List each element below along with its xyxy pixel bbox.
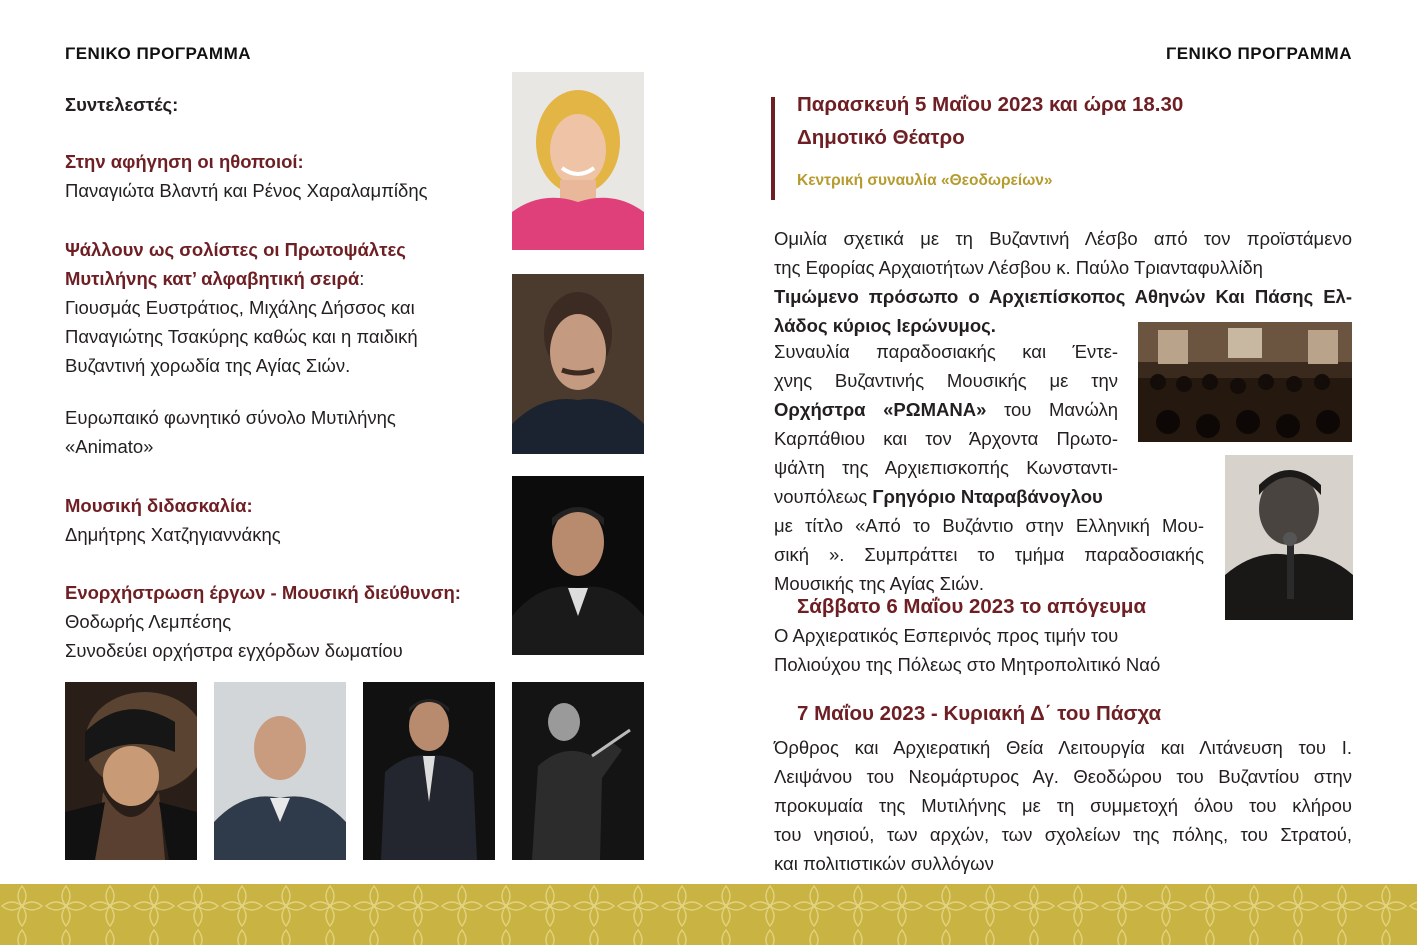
footer-ornament-pattern (0, 884, 1417, 945)
cantor-1-photo (65, 682, 197, 860)
music-teacher-portrait-photo (512, 476, 644, 655)
honoree-line-1: Τιμώμενο πρόσωπο ο Αρχιεπίσκοπος Αθηνών Και Πάσης Ελ- (774, 286, 1352, 307)
concert-line-8: σική ». Συμπράττει το τμήμα παραδοσιακής (774, 544, 1204, 565)
concert-line-3 (774, 395, 1118, 424)
event1-subtitle: Κεντρική συναυλία «Θεοδωρείων» (797, 172, 1053, 189)
right-page-header: ΓΕΝΙΚΟ ΠΡΟΓΡΑΜΜΑ (1165, 44, 1352, 63)
concert-line-7: με τίτλο «Από το Βυζάντιο στην Ελληνική Μου- (774, 515, 1204, 536)
concert-paragraph-tail (774, 511, 1204, 598)
event2-line-1: Ο Αρχιερατικός Εσπερινός προς τιμήν του (774, 625, 1119, 646)
ensemble-line-1: Ευρωπαικό φωνητικό σύνολο Μυτιλήνης (65, 407, 396, 428)
speech-line-2: της Εφορίας Αρχαιοτήτων Λέσβου κ. Παύλο Τριανταφυλλίδη (774, 257, 1263, 278)
cantor-3-photo (363, 682, 495, 860)
actor-portrait-photo (512, 274, 644, 454)
concert-line-1: Συναυλία παραδοσιακής και Έντε- (774, 341, 1118, 362)
narration-label: Στην αφήγηση οι ηθοποιοί: (65, 151, 304, 172)
event-accent-bar (771, 97, 775, 200)
narration-names: Παναγιώτα Βλαντή και Ρένος Χαραλαμπίδης (65, 180, 428, 201)
left-page-header: ΓΕΝΙΚΟ ΠΡΟΓΡΑΜΜΑ (65, 44, 252, 63)
concert-line-3-rest: του Μανώλη (986, 399, 1118, 420)
concert-line-9: Μουσικής της Αγίας Σιών. (774, 573, 985, 594)
event3-line-2: Λειψάνου του Νεομάρτυρος Αγ. Θεοδώρου του Βυζαντίου στην (774, 766, 1352, 787)
concert-line-4: Καρπάθιου και τον Άρχοντα Πρωτο- (774, 428, 1118, 449)
soloists-label-colon: : (359, 268, 365, 289)
soloists-line-2: Παναγιώτης Τσακύρης καθώς και η παιδική (65, 326, 418, 347)
event1-venue: Δημοτικό Θέατρο (797, 126, 965, 149)
soloists-label-text: Μυτιλήνης κατ’ αλφαβητική σειρά (65, 268, 360, 289)
event2-line-2: Πολιούχου της Πόλεως στο Μητροπολιτικό Ναό (774, 654, 1161, 675)
orchestra-name: Ορχήστρα «ΡΩΜΑΝΑ» (774, 399, 987, 420)
event3-line-1: Όρθρος και Αρχιερατική Θεία Λειτουργία και Λιτάνευση του Ι. (774, 737, 1352, 758)
concert-line-2: χνης Βυζαντινής Μουσικής με την (774, 370, 1118, 391)
event3-line-3: προκυμαία της Μυτιλήνης με τη συμμετοχή όλου του κλήρου (774, 795, 1352, 816)
orchestration-note: Συνοδεύει ορχήστρα εγχόρδων δωματίου (65, 640, 403, 661)
event2-date: Σάββατο 6 Μαΐου 2023 το απόγευμα (797, 595, 1147, 618)
conductor-photo (512, 682, 644, 860)
music-teaching-name: Δημήτρης Χατζηγιαννάκης (65, 524, 281, 545)
soloists-line-1: Γιουσμάς Ευστράτιος, Μιχάλης Δήσσος και (65, 297, 415, 318)
speech-line-1: Ομιλία σχετικά με τη Βυζαντινή Λέσβο από τον προϊστάμενο (774, 228, 1352, 249)
concert-paragraph (774, 337, 1118, 482)
event3-paragraph (774, 733, 1352, 878)
concert-line-6-pre: νουπόλεως (774, 486, 873, 507)
singer-performance-photo (1225, 455, 1353, 620)
orchestra-concert-photo (1138, 322, 1352, 442)
actress-portrait-photo (512, 72, 644, 250)
event3-line-4: του νησιού, των αρχών, των σχολείων της πόλης, του Στρατού, (774, 824, 1352, 845)
honoree-line-2: λάδος κύριος Ιερώνυμος. (774, 315, 996, 336)
cantor-2-photo (214, 682, 346, 860)
orchestration-name: Θοδωρής Λεμπέσης (65, 611, 232, 632)
soloists-label-line-2 (65, 264, 364, 293)
orchestration-label: Ενορχήστρωση έργων - Μουσική διεύθυνση: (65, 582, 461, 603)
music-teaching-label: Μουσική διδασκαλία: (65, 495, 253, 516)
event1-date: Παρασκευή 5 Μαΐου 2023 και ώρα 18.30 (797, 93, 1184, 116)
soloists-line-3: Βυζαντινή χορωδία της Αγίας Σιών. (65, 355, 351, 376)
soloists-label-line-1: Ψάλλουν ως σολίστες οι Πρωτοψάλτες (65, 239, 406, 260)
cantor-name: Γρηγόριο Νταραβάνογλου (872, 486, 1103, 507)
event3-date: 7 Μαΐου 2023 - Κυριακή Δ΄ του Πάσχα (797, 702, 1162, 725)
event3-line-5: και πολιτιστικών συλλόγων (774, 853, 994, 874)
contributors-title: Συντελεστές: (65, 94, 179, 115)
concert-line-6 (774, 482, 1216, 511)
concert-line-5: ψάλτη της Αρχιεπισκοπής Κωνσταντι- (774, 457, 1118, 478)
concert-paragraph-cont (774, 482, 1216, 511)
ensemble-line-2: «Animato» (65, 436, 154, 457)
